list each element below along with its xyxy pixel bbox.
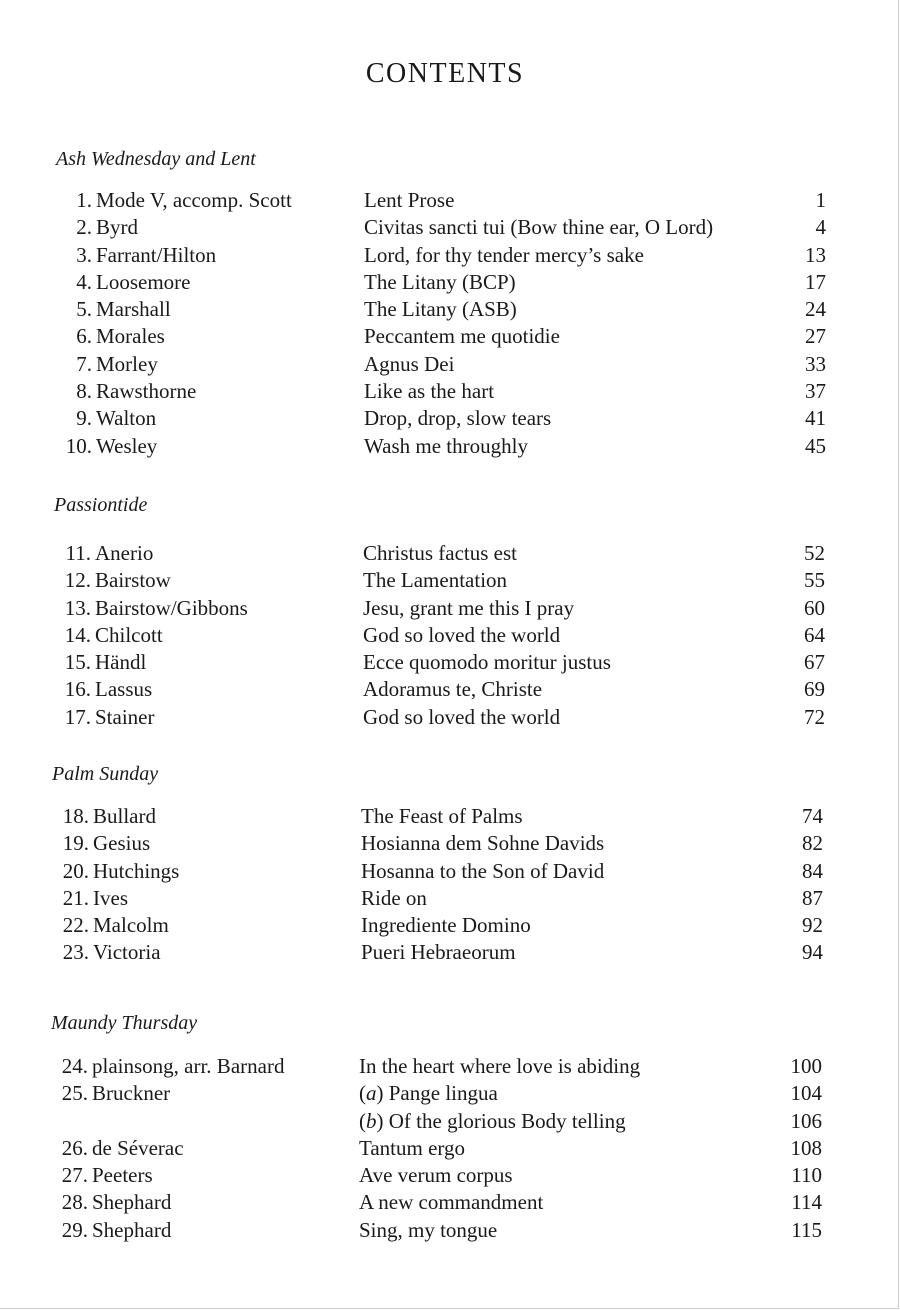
item-number: 28. [61, 1190, 88, 1215]
work-title-text: The Litany (BCP) [364, 269, 516, 294]
item-number: 5. [76, 297, 92, 322]
page-number: 4 [815, 215, 826, 240]
work-title [363, 595, 574, 622]
composer-name: Morales [96, 324, 165, 349]
item-number: 1. [76, 188, 92, 212]
composer-name: Bairstow [95, 568, 171, 593]
section [0, 494, 900, 729]
item-number: 29. [61, 1217, 88, 1242]
item-number: 17. [64, 704, 91, 729]
work-title-text: God so loved the world [363, 704, 561, 729]
work-title-text: Pange lingua [388, 1081, 498, 1106]
contents-row [0, 622, 900, 649]
contents-row [0, 296, 900, 323]
contents-row [0, 885, 900, 912]
work-title [363, 622, 560, 649]
composer-name: plainsong, arr. Barnard [92, 1054, 285, 1078]
section-heading: Maundy Thursday [51, 1012, 198, 1034]
page-number: 94 [802, 940, 823, 965]
paren-close: ) [376, 1081, 389, 1106]
contents-row [0, 433, 900, 460]
composer-name: Shephard [92, 1190, 172, 1215]
work-title-text: A new commandment [359, 1190, 544, 1215]
work-title-text: Peccantem me quotidie [364, 324, 560, 349]
paren-close: ) [376, 1108, 389, 1133]
composer-name: Peeters [92, 1163, 153, 1188]
page-number: 110 [791, 1163, 822, 1188]
composer-name: Bullard [93, 804, 156, 828]
page-number: 37 [805, 379, 826, 404]
composer-name: Morley [96, 351, 158, 376]
work-title [359, 1189, 543, 1216]
work-title [359, 1108, 626, 1135]
contents-row [0, 676, 900, 703]
contents-row [0, 1053, 900, 1080]
composer-name: de Séverac [92, 1135, 184, 1160]
work-title-text: Hosanna to the Son of David [361, 858, 605, 883]
contents-row [0, 269, 900, 296]
section [0, 763, 900, 965]
work-title [364, 269, 516, 296]
contents-row [0, 323, 900, 350]
page-number: 27 [805, 324, 826, 349]
item-number: 16. [64, 677, 91, 702]
item-number: 21. [62, 885, 89, 910]
composer-name: Hutchings [93, 858, 180, 883]
contents-row [0, 939, 900, 966]
composer-name: Marshall [96, 297, 171, 322]
section-heading: Ash Wednesday and Lent [56, 148, 256, 170]
paren-open: ( [359, 1108, 366, 1133]
item-number: 24. [61, 1054, 88, 1078]
page-number: 72 [804, 704, 825, 729]
composer-name: Walton [96, 406, 157, 431]
contents-row [0, 649, 900, 676]
work-part-marker: b [366, 1108, 377, 1133]
work-title [361, 939, 516, 966]
work-title-text: Drop, drop, slow tears [364, 406, 552, 431]
work-title [364, 187, 454, 214]
work-title [364, 323, 560, 350]
page-number: 108 [790, 1135, 822, 1160]
work-title [364, 296, 517, 323]
section-rows [0, 803, 900, 967]
page-number: 115 [791, 1217, 822, 1242]
section-rows [0, 540, 900, 731]
page-number: 33 [805, 351, 826, 376]
work-title [364, 351, 454, 378]
work-title-text: Jesu, grant me this I pray [363, 595, 575, 620]
contents-row [0, 704, 900, 731]
composer-name: Rawsthorne [96, 379, 197, 404]
work-part-marker: a [366, 1081, 377, 1106]
work-title [363, 540, 517, 567]
section-rows [0, 1053, 900, 1244]
work-title-text: Lent Prose [364, 188, 455, 212]
work-title-text: The Feast of Palms [361, 804, 523, 828]
page-number: 52 [804, 541, 825, 565]
work-title-text: Ride on [361, 885, 427, 910]
section [0, 148, 900, 458]
contents-row [0, 803, 900, 830]
work-title [364, 242, 644, 269]
work-title [364, 214, 713, 241]
contents-row [0, 214, 900, 241]
composer-name: Malcolm [93, 913, 169, 938]
item-number: 20. [62, 858, 89, 883]
contents-row [0, 187, 900, 214]
page-number: 60 [804, 595, 825, 620]
item-number: 4. [76, 269, 92, 294]
page-number: 24 [805, 297, 826, 322]
composer-name: Ives [93, 885, 128, 910]
contents-row [0, 1189, 900, 1216]
item-number: 2. [76, 215, 92, 240]
page-number: 41 [805, 406, 826, 431]
work-title [363, 567, 507, 594]
work-title [361, 858, 604, 885]
work-title-text: Lord, for thy tender mercy’s sake [364, 242, 644, 267]
section-heading: Palm Sunday [52, 763, 159, 785]
page-number: 74 [802, 804, 823, 828]
work-title [363, 704, 560, 731]
contents-row [0, 830, 900, 857]
work-title-text: Civitas sancti tui (Bow thine ear, O Lord) [364, 215, 714, 240]
composer-name: Lassus [95, 677, 153, 702]
item-number: 13. [64, 595, 91, 620]
work-title [359, 1162, 513, 1189]
composer-name: Chilcott [95, 622, 163, 647]
contents-row [0, 378, 900, 405]
section-rows [0, 187, 900, 460]
work-title [359, 1080, 498, 1107]
composer-name: Mode V, accomp. Scott [96, 188, 292, 212]
page-number: 64 [804, 622, 825, 647]
item-number: 14. [64, 622, 91, 647]
composer-name: Wesley [96, 433, 158, 458]
work-title [361, 830, 604, 857]
page-number: 87 [802, 885, 823, 910]
contents-row [0, 567, 900, 594]
work-title [363, 649, 611, 676]
contents-row [0, 1217, 900, 1244]
contents-row [0, 912, 900, 939]
work-title-text: Tantum ergo [359, 1135, 466, 1160]
work-title [364, 378, 494, 405]
work-title [361, 885, 427, 912]
work-title [359, 1135, 465, 1162]
composer-name: Händl [95, 650, 147, 675]
contents-row [0, 858, 900, 885]
item-number: 25. [61, 1081, 88, 1106]
contents-row [0, 405, 900, 432]
page-number: 67 [804, 650, 825, 675]
section-heading: Passiontide [54, 494, 148, 516]
page-number: 55 [804, 568, 825, 593]
work-title-text: Ave verum corpus [359, 1163, 513, 1188]
work-title [364, 405, 551, 432]
work-title-text: Adoramus te, Christe [363, 677, 543, 702]
composer-name: Bairstow/Gibbons [95, 595, 248, 620]
work-title [359, 1217, 497, 1244]
page-number: 84 [802, 858, 823, 883]
work-title [359, 1053, 640, 1080]
work-title [361, 912, 531, 939]
contents-row [0, 1135, 900, 1162]
page-number: 13 [805, 242, 826, 267]
page-number: 82 [802, 831, 823, 856]
composer-name: Loosemore [96, 269, 191, 294]
work-title-text: Ecce quomodo moritur justus [363, 650, 611, 675]
composer-name: Farrant/Hilton [96, 242, 217, 267]
contents-row [0, 1162, 900, 1189]
page-number: 45 [805, 433, 826, 458]
work-title-text: Christus factus est [363, 541, 517, 565]
contents-row [0, 540, 900, 567]
composer-name: Gesius [93, 831, 151, 856]
composer-name: Bruckner [92, 1081, 171, 1106]
page-number: 69 [804, 677, 825, 702]
work-title-text: The Litany (ASB) [364, 297, 517, 322]
work-title [361, 803, 523, 830]
page-number: 100 [790, 1054, 822, 1078]
composer-name: Shephard [92, 1217, 172, 1242]
item-number: 8. [76, 379, 92, 404]
contents-row [0, 1108, 900, 1135]
work-title-text: Agnus Dei [364, 351, 455, 376]
work-title-text: Wash me throughly [364, 433, 528, 458]
item-number: 3. [76, 242, 92, 267]
item-number: 10. [65, 433, 92, 458]
contents-row [0, 1080, 900, 1107]
work-title-text: Like as the hart [364, 379, 495, 404]
contents-row [0, 595, 900, 622]
item-number: 11. [65, 541, 91, 565]
work-title-text: Sing, my tongue [359, 1217, 498, 1242]
page-number: 114 [791, 1190, 822, 1215]
page-number: 92 [802, 913, 823, 938]
item-number: 27. [61, 1163, 88, 1188]
page-number: 106 [790, 1108, 822, 1133]
contents-row [0, 351, 900, 378]
item-number: 12. [64, 568, 91, 593]
page-number: 17 [805, 269, 826, 294]
work-title-text: Hosianna dem Sohne Davids [361, 831, 605, 856]
composer-name: Byrd [96, 215, 138, 240]
item-number: 22. [62, 913, 89, 938]
work-title-text: Pueri Hebraeorum [361, 940, 516, 965]
item-number: 9. [76, 406, 92, 431]
item-number: 7. [76, 351, 92, 376]
work-title-text: Of the glorious Body telling [388, 1108, 626, 1133]
work-title-text: Ingrediente Domino [361, 913, 531, 938]
work-title-text: The Lamentation [363, 568, 508, 593]
item-number: 18. [62, 804, 89, 828]
work-title-text: God so loved the world [363, 622, 561, 647]
composer-name: Stainer [95, 704, 155, 729]
page-title: CONTENTS [365, 58, 525, 89]
item-number: 23. [62, 940, 89, 965]
page-number: 1 [815, 188, 826, 212]
item-number: 19. [62, 831, 89, 856]
item-number: 26. [61, 1135, 88, 1160]
paren-open: ( [359, 1081, 366, 1106]
work-title-text: In the heart where love is abiding [359, 1054, 641, 1078]
item-number: 15. [64, 650, 91, 675]
contents-row [0, 242, 900, 269]
composer-name: Victoria [93, 940, 161, 965]
work-title [364, 433, 528, 460]
composer-name: Anerio [95, 541, 154, 565]
work-title [363, 676, 542, 703]
page-number: 104 [790, 1081, 822, 1106]
section [0, 1012, 900, 1242]
item-number: 6. [76, 324, 92, 349]
